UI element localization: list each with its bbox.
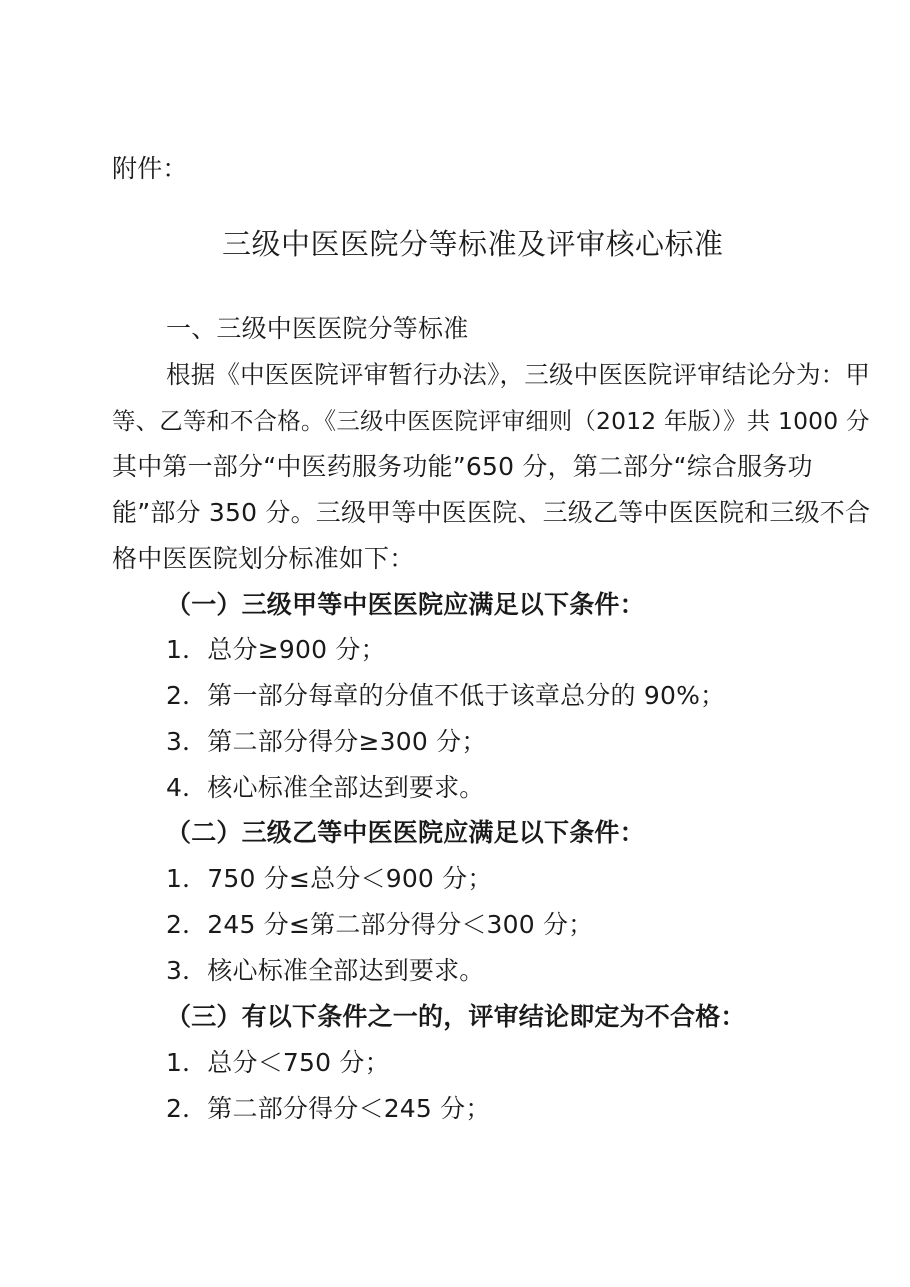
fail-heading: （三）有以下条件之一的，评审结论即定为不合格： (166, 1002, 746, 1031)
grade-b-item: 3．核心标准全部达到要求。 (166, 956, 485, 985)
grade-a-item: 4．核心标准全部达到要求。 (166, 773, 485, 802)
intro-line: 格中医医院划分标准如下： (112, 544, 415, 573)
grade-a-item: 2．第一部分每章的分值不低于该章总分的 90%； (166, 681, 726, 710)
grade-a-item: 1．总分≥900 分； (166, 635, 386, 664)
grade-b-item: 2．245 分≤第二部分得分＜300 分； (166, 910, 594, 939)
fail-item: 1．总分＜750 分； (166, 1048, 390, 1077)
document-title: 三级中医医院分等标准及评审核心标准 (222, 227, 724, 261)
grade-b-heading: （二）三级乙等中医医院应满足以下条件： (166, 818, 645, 847)
grade-a-heading: （一）三级甲等中医医院应满足以下条件： (166, 590, 645, 619)
intro-line: 等、乙等和不合格。《三级中医医院评审细则（2012 年版）》共 1000 分 (112, 407, 870, 435)
section-heading: 一、三级中医医院分等标准 (166, 314, 469, 343)
intro-line: 根据《中医医院评审暂行办法》，三级中医医院评审结论分为：甲 (166, 360, 871, 389)
grade-b-item: 1．750 分≤总分＜900 分； (166, 864, 493, 893)
intro-line: 其中第一部分“中医药服务功能”650 分，第二部分“综合服务功 (112, 452, 813, 481)
attachment-label: 附件： (112, 154, 188, 183)
grade-a-item: 3．第二部分得分≥300 分； (166, 727, 487, 756)
fail-item: 2．第二部分得分＜245 分； (166, 1094, 491, 1123)
intro-line: 能”部分 350 分。三级甲等中医医院、三级乙等中医医院和三级不合 (112, 498, 871, 527)
